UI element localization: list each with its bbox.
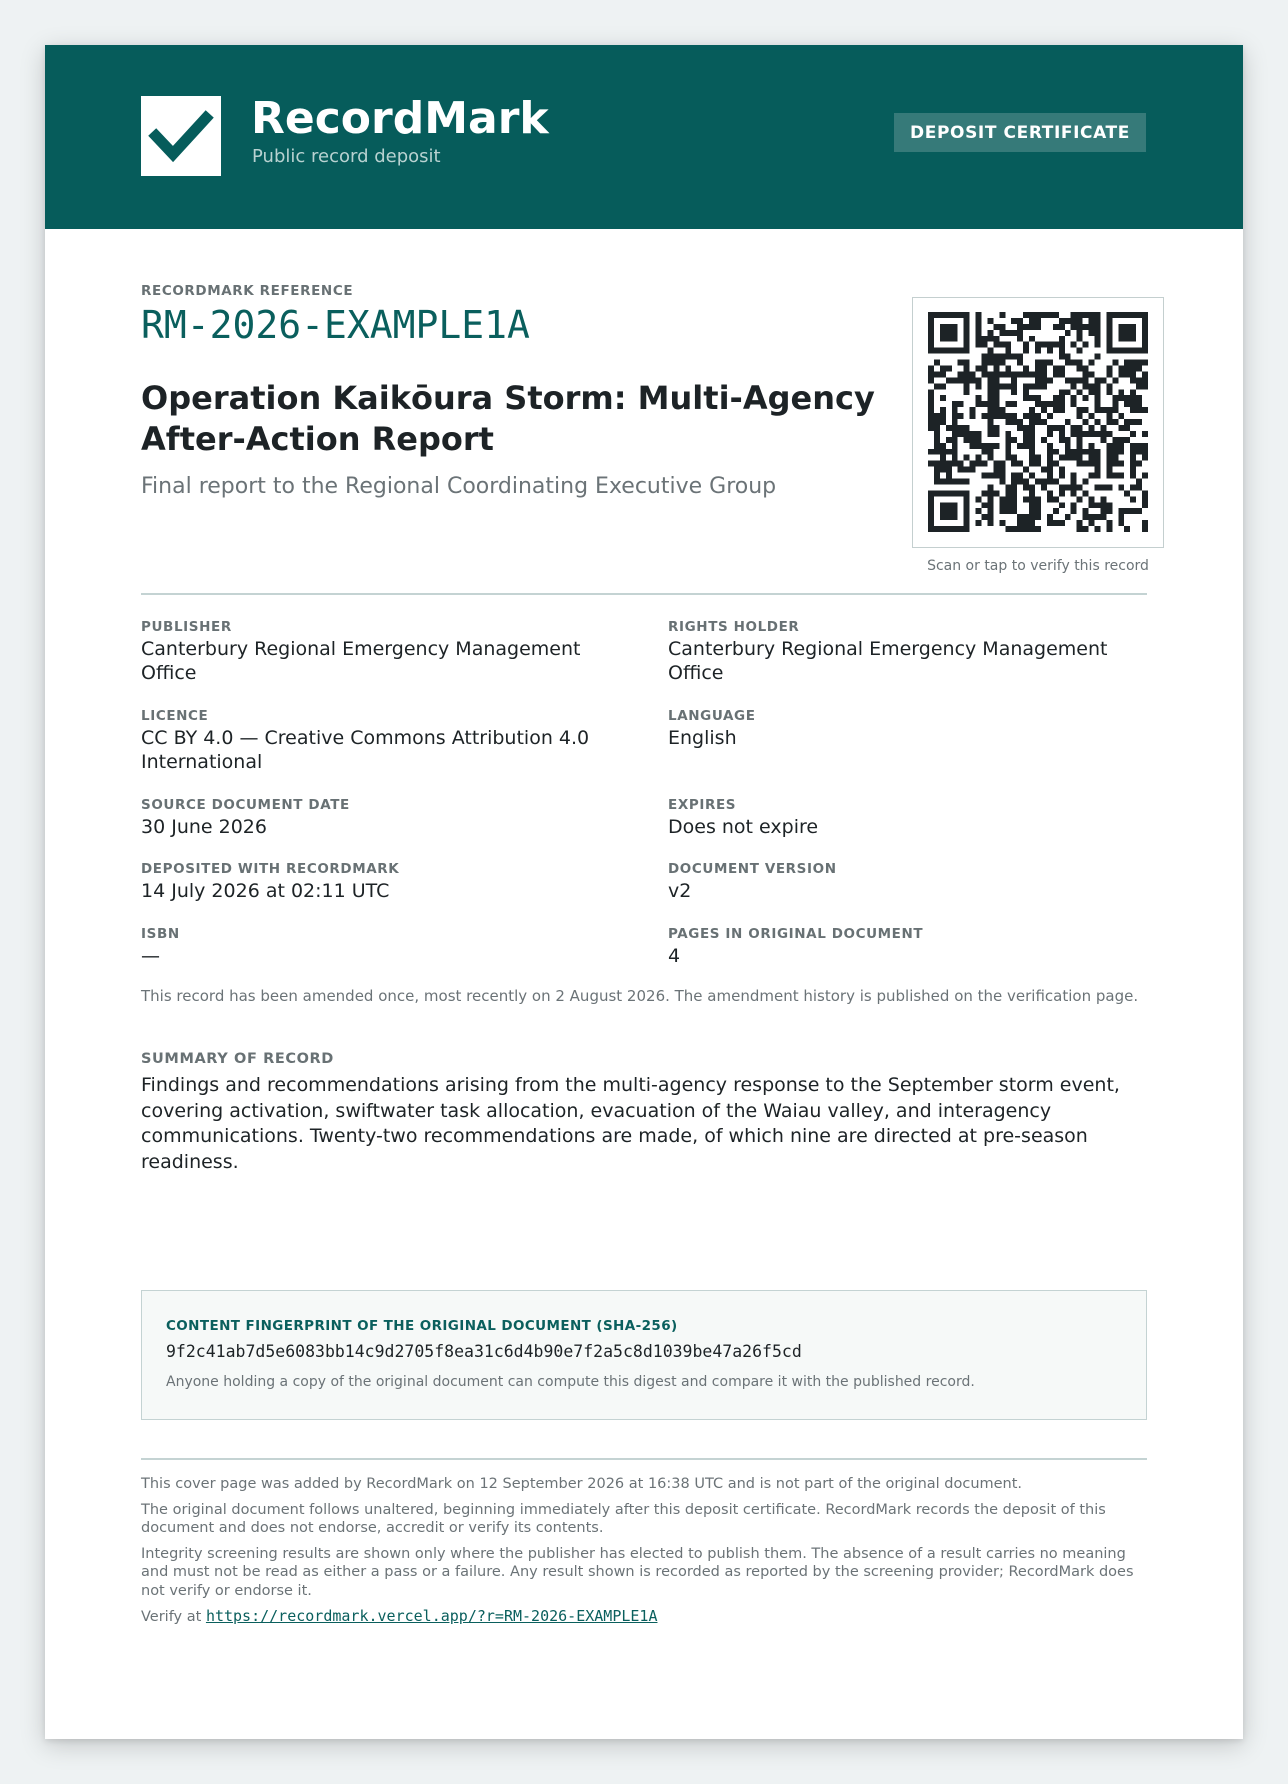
pages-value: 4 — [668, 945, 681, 967]
qr-caption: Scan or tap to verify this record — [927, 558, 1149, 574]
fingerprint-label: CONTENT FINGERPRINT OF THE ORIGINAL DOCUMENT (SHA-256) — [166, 1318, 678, 1334]
logo — [141, 96, 221, 176]
isbn-label: ISBN — [141, 926, 180, 942]
qr-code[interactable] — [912, 297, 1164, 548]
source-date-label: SOURCE DOCUMENT DATE — [141, 797, 350, 813]
deposited-value: 14 July 2026 at 02:11 UTC — [141, 880, 390, 902]
rights-holder-value: Canterbury Regional Emergency Management Office — [668, 638, 1108, 684]
expires-label: EXPIRES — [668, 797, 737, 813]
language-field — [668, 707, 1138, 750]
pages-label: PAGES IN ORIGINAL DOCUMENT — [668, 926, 924, 942]
deposited-label: DEPOSITED WITH RECORDMARK — [141, 861, 400, 877]
publisher-label: PUBLISHER — [141, 619, 232, 635]
isbn-field — [141, 925, 611, 968]
certificate-page — [45, 45, 1243, 1739]
language-value: English — [668, 727, 737, 749]
version-field — [668, 860, 1138, 903]
footer-divider — [141, 1458, 1147, 1460]
header-banner — [45, 45, 1243, 229]
source-date-value: 30 June 2026 — [141, 816, 267, 838]
language-label: LANGUAGE — [668, 708, 756, 724]
rights-holder-field — [668, 618, 1138, 685]
footer — [141, 1475, 1147, 1634]
document-subtitle: Final report to the Regional Coordinating Executive Group — [141, 474, 777, 499]
source-date-field — [141, 796, 611, 839]
licence-field — [141, 707, 611, 774]
footer-line-unaltered: The original document follows unaltered, beginning immediately after this deposit certificate. RecordMark records the deposit of this document and does not endorse, accredit or verify its contents. — [141, 1501, 1106, 1536]
divider — [141, 593, 1147, 595]
fingerprint-hash: 9f2c41ab7d5e6083bb14c9d2705f8ea31c6d4b90e7f2a5c8d1039be47a26f5cd — [166, 1342, 802, 1361]
qr-code-icon[interactable] — [928, 312, 1148, 532]
footer-line-screening: Integrity screening results are shown only where the publisher has elected to publish them. The absence of a result carries no meaning and must not be read as either a pass or a failure. Any result shown is recorded as reported by the screening provider; RecordMark does not verify or endorse it. — [141, 1545, 1134, 1599]
fingerprint-note: Anyone holding a copy of the original document can compute this digest and compare it with the published record. — [166, 1374, 975, 1390]
reference-code: RM-2026-EXAMPLE1A — [141, 303, 530, 347]
verify-link[interactable]: https://recordmark.vercel.app/?r=RM-2026-EXAMPLE1A — [205, 1607, 658, 1625]
verify-prefix: Verify at — [141, 1609, 202, 1625]
isbn-value: — — [141, 945, 160, 967]
publisher-value: Canterbury Regional Emergency Management Office — [141, 638, 581, 684]
summary-label: SUMMARY OF RECORD — [141, 1051, 334, 1067]
pages-field — [668, 925, 1138, 968]
expires-value: Does not expire — [668, 816, 819, 838]
amendment-note: This record has been amended once, most recently on 2 August 2026. The amendment history is published on the verification page. — [141, 987, 1139, 1005]
summary-text: Findings and recommendations arising from the multi-agency response to the September storm event, covering activation, swiftwater task allocation, evacuation of the Waiau valley, and interagency communications. Twenty-two recommendations are made, of which nine are directed at pre-season readiness. — [141, 1074, 1120, 1173]
checkmark-icon — [141, 96, 221, 176]
version-value: v2 — [668, 880, 692, 902]
reference-label: RECORDMARK REFERENCE — [141, 283, 354, 299]
deposited-field — [141, 860, 611, 903]
expires-field — [668, 796, 1138, 839]
footer-line-added: This cover page was added by RecordMark on 12 September 2026 at 16:38 UTC and is not part of the original document. — [141, 1476, 1023, 1492]
licence-value: CC BY 4.0 — Creative Commons Attribution 4.0 International — [141, 727, 590, 773]
licence-label: LICENCE — [141, 708, 209, 724]
brand-name: RecordMark — [251, 93, 549, 144]
verify-line — [141, 1607, 1147, 1627]
certificate-badge: DEPOSIT CERTIFICATE — [894, 113, 1146, 152]
publisher-field — [141, 618, 611, 685]
version-label: DOCUMENT VERSION — [668, 861, 837, 877]
document-title: Operation Kaikōura Storm: Multi-Agency After-Action Report — [141, 379, 875, 458]
fingerprint-box — [141, 1290, 1147, 1420]
rights-holder-label: RIGHTS HOLDER — [668, 619, 800, 635]
brand-tagline: Public record deposit — [252, 146, 441, 167]
